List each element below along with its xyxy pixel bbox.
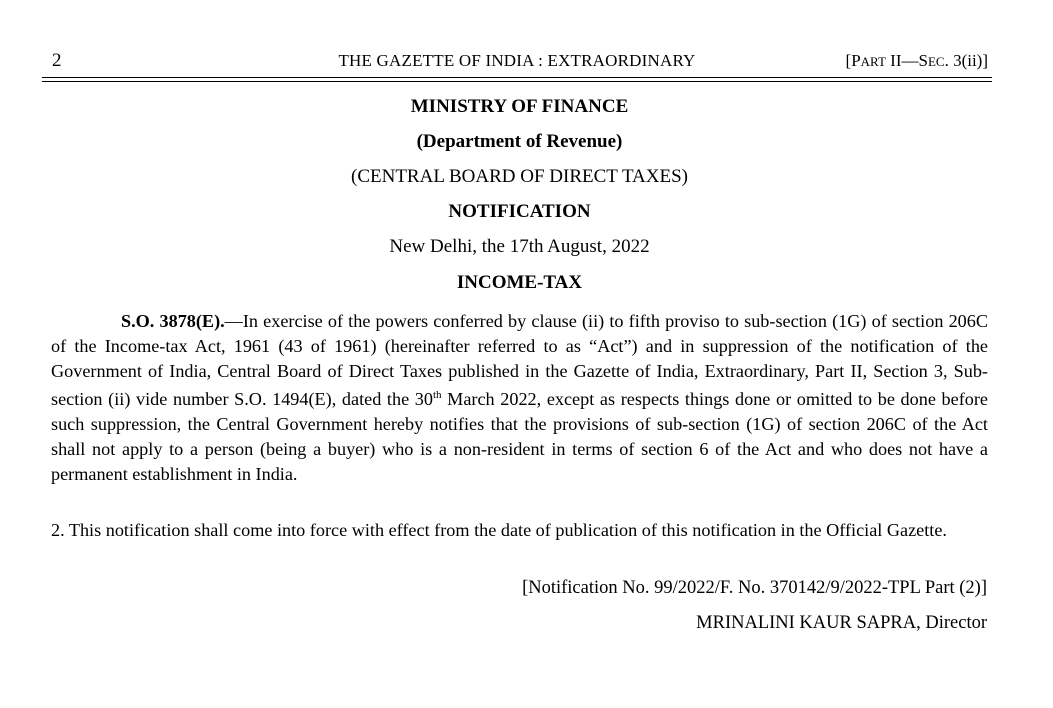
notification-paragraph-1 (51, 309, 988, 487)
notification-paragraph-2: 2. This notification shall come into force with effect from the date of publication of this notification in the Official Gazette. (51, 520, 947, 540)
section-smallcaps: EC (927, 54, 945, 69)
subject-heading: INCOME-TAX (456, 272, 583, 293)
place-date: New Delhi, the 17th August, 2022 (389, 236, 650, 257)
notification-heading: NOTIFICATION (448, 201, 591, 222)
part-section-label (846, 48, 988, 75)
header-rule-bottom (42, 81, 992, 82)
notification-reference: [Notification No. 99/2022/F. No. 370142/9/2022-TPL Part (2)] (522, 578, 987, 598)
gazette-title: THE GAZETTE OF INDIA : EXTRAORDINARY (338, 51, 696, 70)
gazette-header (42, 48, 992, 74)
para1-text-a: —In exercise of the powers conferred by clause (ii) to fifth proviso to sub-section (1G) of section 206C of the Income-tax Act, 1961 (43 of 1961) (hereinafter referred to as “Act”) and in suppression of the notification of the Government of India, Central Board of Direct Taxes published in the Gazette of India, Extraordinary, Part II, Section 3, Sub-section (ii) vide number S.O. 1494(E), dated the 30 (51, 311, 988, 410)
para1-text-b: March 2022, except as respects things done or omitted to be done before such suppression, the Central Government hereby notifies that the provisions of sub-section (1G) of section 206C of the Act shall not apply to a person (being a buyer) who is a non-resident in terms of section 6 of the Act and who does not have a permanent establishment in India. (51, 389, 988, 484)
board-heading: (CENTRAL BOARD OF DIRECT TAXES) (351, 166, 688, 187)
page-number: 2 (52, 50, 62, 71)
header-rule-top (42, 77, 992, 78)
part-mid: II—S (885, 51, 928, 70)
ministry-heading: MINISTRY OF FINANCE (410, 96, 629, 117)
part-smallcaps: ART (860, 54, 886, 69)
part-close: . 3(ii)] (944, 51, 988, 70)
signatory: MRINALINI KAUR SAPRA, Director (696, 613, 987, 633)
department-heading: (Department of Revenue) (416, 131, 623, 152)
ordinal-suffix: th (432, 389, 442, 402)
so-number: S.O. 3878(E). (121, 311, 225, 331)
part-open: [P (845, 51, 861, 70)
